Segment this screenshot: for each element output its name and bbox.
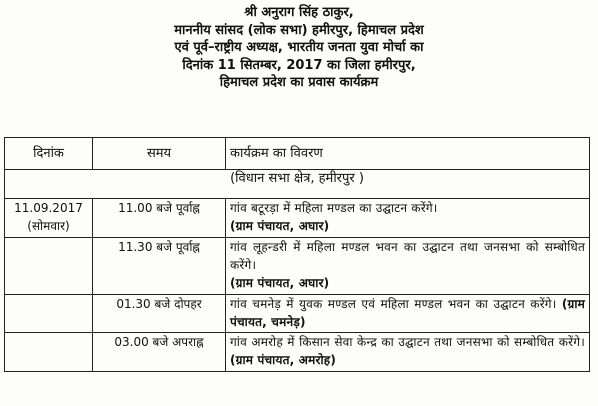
description-text: गांव अमरोह में किसान सेवा केन्द्र का उद्घाटन तथा जनसभा को सम्बोधित करेंगे। — [230, 335, 585, 349]
table-row — [5, 333, 590, 372]
heading-line-former-post: एवं पूर्व–राष्ट्रीय अध्यक्ष, भारतीय जनता युवा मोर्चा का — [174, 40, 424, 55]
panchayat-label: (ग्राम पंचायत, चमनेड़) — [230, 297, 586, 329]
section-row — [5, 170, 590, 199]
header-time: समय — [93, 138, 226, 170]
document-heading — [0, 4, 598, 92]
panchayat-label: (ग्राम पंचायत, अमरोह) — [230, 353, 337, 367]
date-cell-empty — [5, 295, 93, 333]
description-text: गांव बटूरड़ा में महिला मण्डल का उद्घाटन करेंगे। — [230, 201, 438, 215]
description-text: गांव लूहन्डरी में महिला मण्डल भवन का उद्घाटन तथा जनसभा को सम्बोधित करेंगे। — [230, 240, 585, 272]
date-cell-empty — [5, 238, 93, 295]
panchayat-label: (ग्राम पंचायत, अघार) — [230, 276, 330, 290]
table-header-row — [5, 138, 590, 170]
table-row — [5, 238, 590, 295]
panchayat-label: (ग्राम पंचायत, अघार) — [230, 219, 330, 233]
heading-line-date: दिनांक 11 सितम्बर, 2017 का जिला हमीरपुर, — [182, 57, 416, 73]
time-cell: 01.30 बजे दोपहर — [93, 295, 226, 333]
description-cell — [226, 295, 590, 333]
description-cell — [226, 238, 590, 295]
date-cell — [5, 199, 93, 238]
heading-line-designation: माननीय सांसद (लोक सभा) हमीरपुर, हिमाचल प्रदेश — [174, 22, 424, 38]
table-row — [5, 295, 590, 333]
heading-line-name: श्री अनुराग सिंह ठाकुर, — [244, 5, 354, 20]
time-cell: 11.00 बजे पूर्वाह्न — [93, 199, 226, 238]
time-cell: 11.30 बजे पूर्वाह्न — [93, 238, 226, 295]
schedule-table — [4, 137, 590, 372]
section-label: (विधान सभा क्षेत्र, हमीरपुर ) — [5, 170, 590, 199]
description-text: गांव चमनेड़ में युवक मण्डल एवं महिला मण्डल भवन का उद्घाटन करेंगे। — [230, 297, 557, 311]
time-cell: 03.00 बजे अपराह्न — [93, 333, 226, 372]
header-date: दिनांक — [5, 138, 93, 170]
description-cell — [226, 199, 590, 238]
heading-line-title: हिमाचल प्रदेश का प्रवास कार्यक्रम — [219, 75, 379, 90]
day-value: (सोमवार) — [27, 219, 70, 233]
date-cell-empty — [5, 333, 93, 372]
header-description: कार्यक्रम का विवरण — [226, 138, 590, 170]
table-row — [5, 199, 590, 238]
date-value: 11.09.2017 — [14, 201, 83, 215]
description-cell — [226, 333, 590, 372]
